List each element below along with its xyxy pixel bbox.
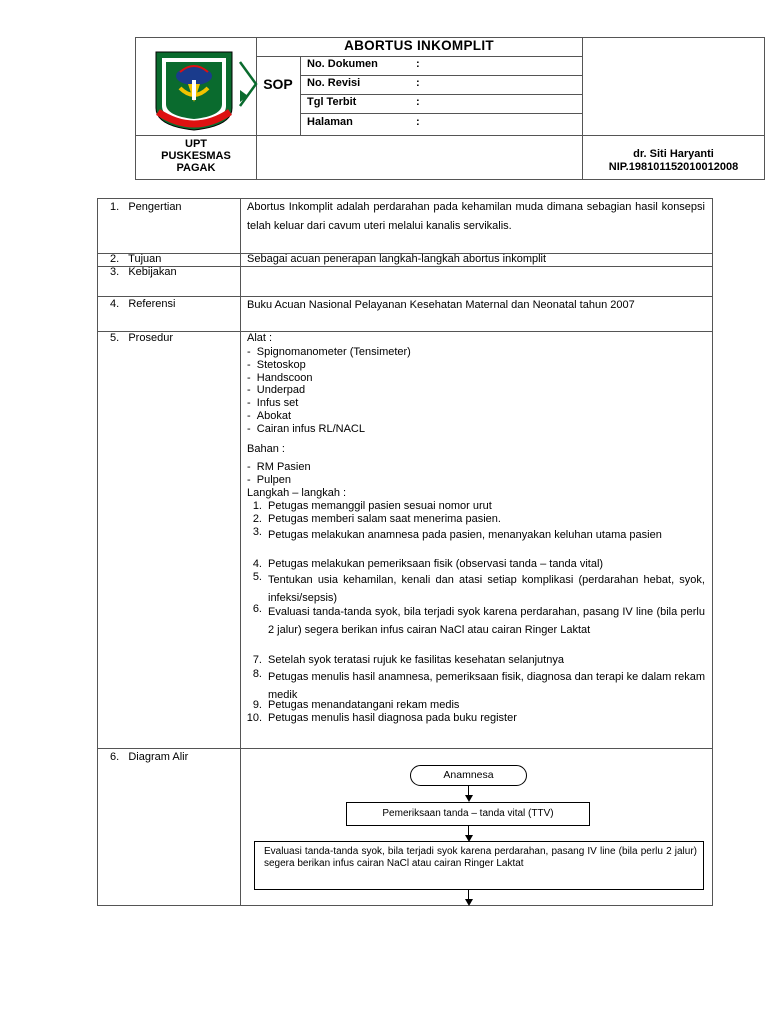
flow-arrow bbox=[465, 795, 473, 802]
row-label-kebijakan: 3. Kebijakan bbox=[110, 266, 177, 278]
bahan-title: Bahan : bbox=[247, 443, 285, 455]
meta-label-no-revisi: No. Revisi bbox=[307, 77, 361, 89]
org-line: UPT bbox=[185, 138, 207, 150]
flow-step-anamnesa: Anamnesa bbox=[410, 765, 527, 786]
meta-colon: : bbox=[416, 116, 420, 128]
row-label-diagram-alir: 6. Diagram Alir bbox=[110, 751, 189, 763]
list-item: - Infus set bbox=[247, 397, 299, 410]
organization-name bbox=[136, 138, 256, 174]
list-item: - Abokat bbox=[247, 409, 292, 422]
meta-label-tgl-terbit: Tgl Terbit bbox=[307, 96, 357, 108]
signer-block bbox=[583, 148, 764, 174]
bahan-list bbox=[247, 461, 547, 487]
list-item: - Pulpen bbox=[247, 473, 292, 486]
list-item: - Stetoskop bbox=[247, 358, 306, 371]
district-logo bbox=[150, 50, 238, 132]
referensi-text: Buku Acuan Nasional Pelayanan Kesehatan Maternal dan Neonatal tahun 2007 bbox=[247, 299, 635, 311]
alat-list bbox=[247, 346, 547, 436]
list-item: - RM Pasien bbox=[247, 461, 311, 473]
signer-nip: NIP.198101152010012008 bbox=[608, 161, 739, 173]
org-line: PAGAK bbox=[176, 162, 216, 174]
flow-arrow bbox=[465, 899, 473, 906]
document-title: ABORTUS INKOMPLIT bbox=[344, 38, 494, 53]
row-label-prosedur: 5. Prosedur bbox=[110, 332, 173, 344]
signer-name: dr. Siti Haryanti bbox=[633, 148, 714, 160]
meta-label-no-dokumen: No. Dokumen bbox=[307, 58, 378, 70]
flow-step-evaluasi: Evaluasi tanda-tanda syok, bila terjadi syok karena perdarahan, pasang IV line (bila perlu 2 jalur) segera berikan infus cairan NaCl atau cairan Ringer Laktat bbox=[254, 841, 704, 890]
meta-label-halaman: Halaman bbox=[307, 116, 353, 128]
meta-colon: : bbox=[416, 96, 420, 108]
row-label-pengertian: 1. Pengertian bbox=[110, 201, 182, 213]
pengertian-text: Abortus Inkomplit adalah perdarahan pada kehamilan muda dimana sebagian hasil konsepsi telah keluar dari cavum uteri melalui kanalis servikalis. bbox=[247, 201, 705, 232]
langkah-title: Langkah – langkah : bbox=[247, 487, 347, 499]
flow-step-ttv: Pemeriksaan tanda – tanda vital (TTV) bbox=[346, 802, 590, 826]
list-item: - Handscoon bbox=[247, 371, 313, 384]
row-label-referensi: 4. Referensi bbox=[110, 298, 176, 310]
list-item: - Underpad bbox=[247, 384, 306, 397]
meta-colon: : bbox=[416, 58, 420, 70]
list-item: - Cairan infus RL/NACL bbox=[247, 422, 365, 435]
row-label-tujuan: 2. Tujuan bbox=[110, 253, 162, 265]
meta-colon: : bbox=[416, 77, 420, 89]
list-item: - Spignomanometer (Tensimeter) bbox=[247, 346, 411, 358]
tujuan-text: Sebagai acuan penerapan langkah-langkah abortus inkomplit bbox=[247, 253, 547, 265]
alat-title: Alat : bbox=[247, 332, 273, 344]
sop-label: SOP bbox=[263, 76, 293, 92]
org-line: PUSKESMAS bbox=[161, 150, 231, 162]
